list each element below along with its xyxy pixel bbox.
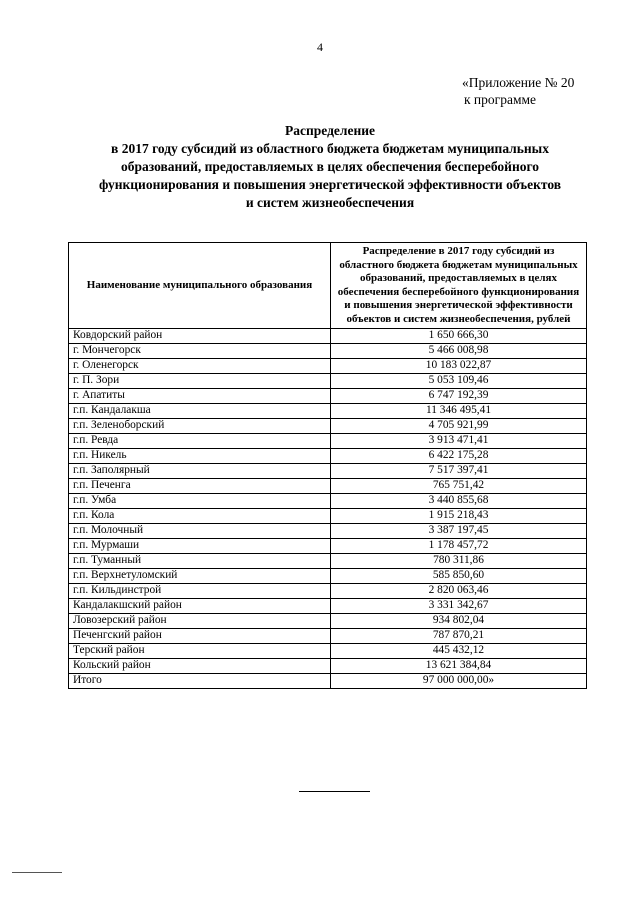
municipality-name-cell: г.п. Кильдинстрой bbox=[69, 584, 331, 599]
document-heading bbox=[60, 122, 600, 212]
municipality-name-cell: г.п. Молочный bbox=[69, 524, 331, 539]
subsidy-amount-cell: 780 311,86 bbox=[331, 554, 587, 569]
appendix-line-1: «Приложение № 20 bbox=[462, 75, 575, 90]
municipality-name-cell: Печенгский район bbox=[69, 629, 331, 644]
table-row bbox=[69, 509, 587, 524]
table-row bbox=[69, 404, 587, 419]
municipality-name-cell: г.п. Зеленоборский bbox=[69, 419, 331, 434]
table-row bbox=[69, 419, 587, 434]
municipality-name-cell: Кандалакшский район bbox=[69, 599, 331, 614]
subsidy-amount-cell: 765 751,42 bbox=[331, 479, 587, 494]
subsidy-amount-cell: 13 621 384,84 bbox=[331, 659, 587, 674]
appendix-reference bbox=[462, 74, 574, 108]
municipality-name-cell: г.п. Никель bbox=[69, 449, 331, 464]
subsidy-amount-cell: 7 517 397,41 bbox=[331, 464, 587, 479]
subsidy-amount-cell: 2 820 063,46 bbox=[331, 584, 587, 599]
table-row bbox=[69, 389, 587, 404]
table-row bbox=[69, 599, 587, 614]
subsidy-amount-cell: 1 915 218,43 bbox=[331, 509, 587, 524]
table-row bbox=[69, 329, 587, 344]
table-row bbox=[69, 359, 587, 374]
municipality-name-cell: Терский район bbox=[69, 644, 331, 659]
subsidy-amount-cell: 1 650 666,30 bbox=[331, 329, 587, 344]
table-row bbox=[69, 494, 587, 509]
municipality-name-cell: Кольский район bbox=[69, 659, 331, 674]
municipality-name-cell: г.п. Заполярный bbox=[69, 464, 331, 479]
subsidy-amount-cell: 10 183 022,87 bbox=[331, 359, 587, 374]
municipality-name-cell: г. Апатиты bbox=[69, 389, 331, 404]
table-row bbox=[69, 479, 587, 494]
table-row bbox=[69, 674, 587, 689]
municipality-name-cell: г.п. Ревда bbox=[69, 434, 331, 449]
municipality-name-cell: Ковдорский район bbox=[69, 329, 331, 344]
subsidy-amount-cell: 11 346 495,41 bbox=[331, 404, 587, 419]
municipality-name-cell: г.п. Кола bbox=[69, 509, 331, 524]
subsidy-amount-cell: 585 850,60 bbox=[331, 569, 587, 584]
appendix-line-2: к программе bbox=[464, 92, 537, 107]
municipality-name-cell: г.п. Кандалакша bbox=[69, 404, 331, 419]
table-body bbox=[69, 329, 587, 689]
table-row bbox=[69, 374, 587, 389]
heading-line-1: в 2017 году субсидий из областного бюджета бюджетам муниципальных bbox=[111, 141, 549, 156]
subsidy-amount-cell: 3 913 471,41 bbox=[331, 434, 587, 449]
table-row bbox=[69, 644, 587, 659]
subsidy-amount-cell: 5 053 109,46 bbox=[331, 374, 587, 389]
subsidy-amount-cell: 6 422 175,28 bbox=[331, 449, 587, 464]
table-row bbox=[69, 449, 587, 464]
subsidy-amount-cell: 6 747 192,39 bbox=[331, 389, 587, 404]
heading-line-2: образований, предоставляемых в целях обеспечения бесперебойного bbox=[120, 159, 540, 174]
subsidy-amount-cell: 787 870,21 bbox=[331, 629, 587, 644]
table-header-row bbox=[69, 243, 587, 329]
heading-title: Распределение bbox=[284, 123, 376, 138]
subsidy-amount-cell: 445 432,12 bbox=[331, 644, 587, 659]
subsidy-amount-cell: 4 705 921,99 bbox=[331, 419, 587, 434]
subsidy-amount-cell: 3 331 342,67 bbox=[331, 599, 587, 614]
municipality-name-cell: г.п. Печенга bbox=[69, 479, 331, 494]
header-municipality-name: Наименование муниципального образования bbox=[69, 243, 331, 329]
subsidy-amount-cell: 1 178 457,72 bbox=[331, 539, 587, 554]
subsidy-amount-cell: 3 440 855,68 bbox=[331, 494, 587, 509]
table-row bbox=[69, 584, 587, 599]
municipality-name-cell: г.п. Туманный bbox=[69, 554, 331, 569]
page-number: 4 bbox=[317, 40, 323, 54]
subsidy-amount-cell: 97 000 000,00» bbox=[331, 674, 587, 689]
municipality-name-cell: г. Мончегорск bbox=[69, 344, 331, 359]
table-row bbox=[69, 659, 587, 674]
subsidy-amount-cell: 3 387 197,45 bbox=[331, 524, 587, 539]
table-row bbox=[69, 524, 587, 539]
table-row bbox=[69, 629, 587, 644]
table-row bbox=[69, 554, 587, 569]
footer-rule bbox=[299, 791, 370, 792]
municipality-name-cell: г.п. Умба bbox=[69, 494, 331, 509]
heading-line-4: и систем жизнеобеспечения bbox=[245, 195, 415, 210]
table-row bbox=[69, 464, 587, 479]
municipality-name-cell: г.п. Мурмаши bbox=[69, 539, 331, 554]
table-row bbox=[69, 569, 587, 584]
table-row bbox=[69, 434, 587, 449]
subsidy-amount-cell: 934 802,04 bbox=[331, 614, 587, 629]
municipality-name-cell: Итого bbox=[69, 674, 331, 689]
subsidy-amount-cell: 5 466 008,98 bbox=[331, 344, 587, 359]
municipality-name-cell: г.п. Верхнетуломский bbox=[69, 569, 331, 584]
table-row bbox=[69, 344, 587, 359]
corner-rule bbox=[12, 872, 62, 873]
heading-line-3: функционирования и повышения энергетической эффективности объектов bbox=[98, 177, 562, 192]
subsidy-distribution-table bbox=[68, 242, 587, 689]
header-subsidy-amount: Распределение в 2017 году субсидий из областного бюджета бюджетам муниципальных образований, предоставляемых в целях обеспечения бесперебойного функционирования и повышения энергетической эффективности объектов и систем жизнеобеспечения, рублей bbox=[331, 243, 587, 329]
municipality-name-cell: г. Оленегорск bbox=[69, 359, 331, 374]
table-row bbox=[69, 539, 587, 554]
municipality-name-cell: Ловозерский район bbox=[69, 614, 331, 629]
municipality-name-cell: г. П. Зори bbox=[69, 374, 331, 389]
table-row bbox=[69, 614, 587, 629]
